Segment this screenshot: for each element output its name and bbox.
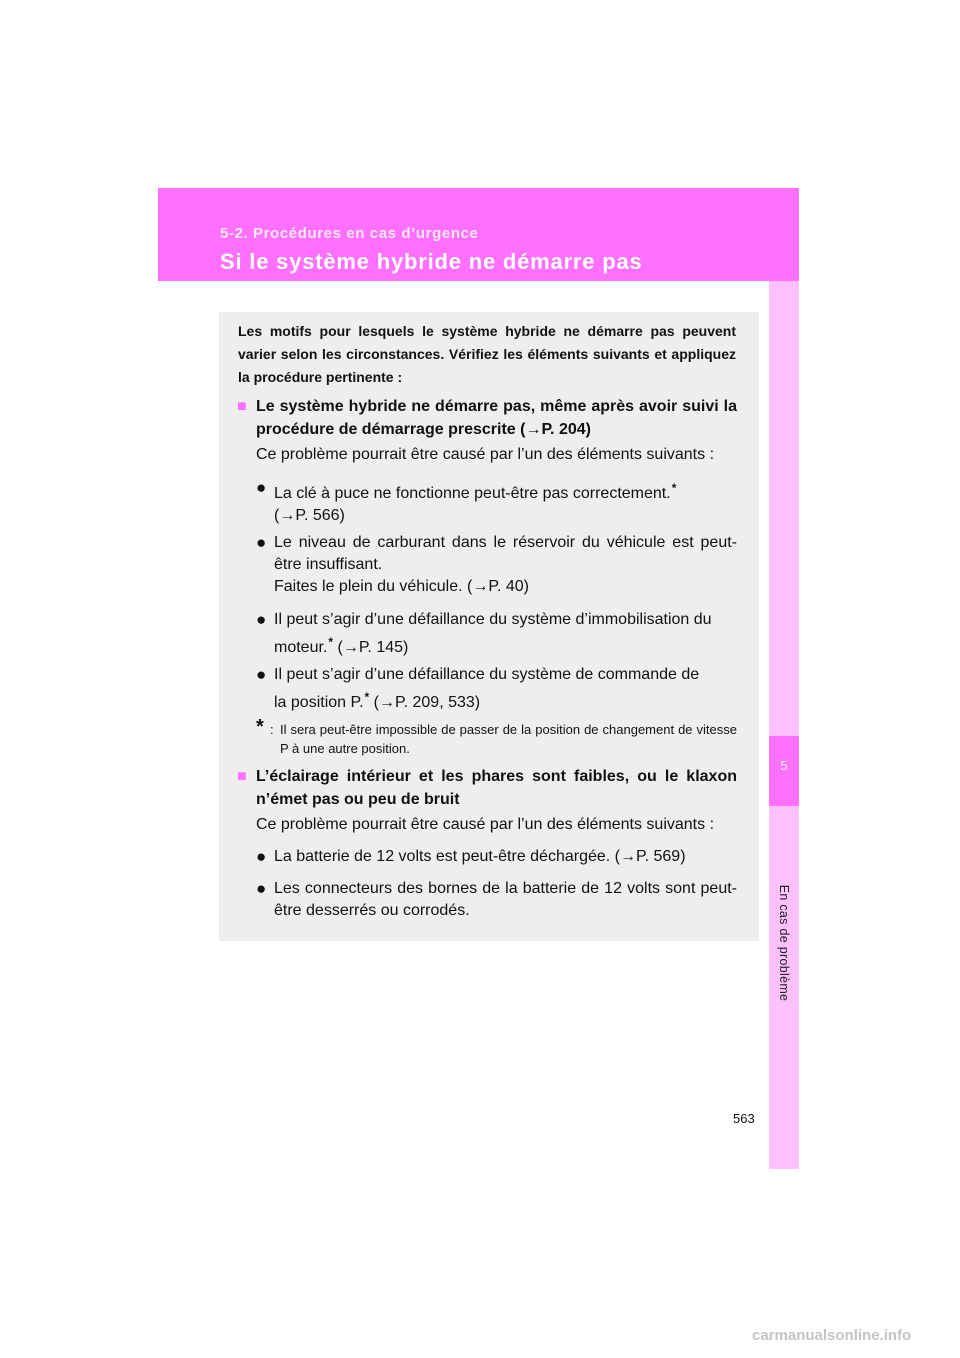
section-1-lead: Ce problème pourrait être causé par l’un des éléments suivants : (256, 446, 715, 463)
page-reference: (→P. 566) (274, 507, 345, 524)
section-2-lead: Ce problème pourrait être causé par l’un des éléments suivants : (256, 816, 715, 833)
section-heading-1 (237, 395, 737, 441)
list-item-text: Le niveau de carburant dans le réservoir du véhicule est peut-être insuffisant. (274, 534, 737, 573)
square-bullet-icon: ■ (237, 768, 247, 785)
list-item (256, 477, 737, 527)
watermark[interactable]: carmanualsonline.info (752, 1327, 912, 1344)
list-item-text: La batterie de 12 volts est peut-être déchargée. (→P. 569) (274, 848, 686, 865)
section-label: 5-2. Procédures en cas d’urgence (220, 225, 479, 242)
list-item-text: Les connecteurs des bornes de la batterie de 12 volts sont peut-être desserrés ou corrodés. (274, 880, 737, 919)
list-item-text-cont: la position P. (274, 694, 364, 711)
list-item-text: La clé à puce ne fonctionne peut-être pas correctement. (274, 485, 671, 502)
asterisk-icon: * (364, 690, 370, 704)
bullet-icon: ● (256, 533, 267, 552)
chapter-header (158, 188, 799, 281)
content-box (219, 312, 759, 941)
bullet-icon: ● (256, 847, 267, 866)
intro-text: Les motifs pour lesquels le système hybride ne démarre pas peuvent varier selon les circonstances. Vérifiez les éléments suivants et appliquez la procédure pertinente : (238, 323, 736, 385)
section-heading-2 (237, 765, 737, 811)
section-heading-1-text: Le système hybride ne démarre pas, même après avoir suivi la procédure de démarrage prescrite (→P. 204) (256, 398, 737, 438)
page-reference: (→P. 209, 533) (373, 694, 481, 711)
footnote (256, 716, 737, 758)
chapter-side-tab[interactable] (769, 281, 799, 1169)
bullet-icon: ● (256, 665, 267, 684)
page-title: Si le système hybride ne démarre pas (220, 249, 643, 274)
list-item (256, 846, 737, 868)
bullet-icon: ● (256, 478, 267, 497)
page-number: 563 (733, 1111, 755, 1126)
chapter-number-box (769, 736, 799, 806)
list-item-text-cont: moteur. (274, 639, 328, 656)
footnote-text: Il sera peut-être impossible de passer de la position de changement de vitesse P à une autre position. (280, 722, 737, 756)
asterisk-icon: * (256, 716, 264, 738)
bullet-icon: ● (256, 879, 267, 898)
list-item-text: Il peut s’agir d’une défaillance du système de commande de (274, 666, 700, 683)
square-bullet-icon: ■ (237, 398, 247, 415)
chapter-number: 5 (780, 758, 788, 773)
page-reference: (→P. 145) (337, 639, 409, 656)
asterisk-icon: * (328, 635, 334, 649)
list-item (256, 609, 737, 659)
chapter-label: En cas de problème (777, 884, 791, 1002)
list-item-extra: Faites le plein du véhicule. (→P. 40) (274, 578, 529, 595)
list-item (256, 878, 737, 922)
bullet-icon: ● (256, 610, 267, 629)
list-item (256, 532, 737, 598)
list-item (256, 664, 737, 714)
footnote-colon: : (270, 722, 274, 737)
asterisk-icon: * (671, 481, 677, 495)
section-heading-2-text: L’éclairage intérieur et les phares sont faibles, ou le klaxon n’émet pas ou peu de bruit (256, 768, 737, 808)
list-item-text: Il peut s’agir d’une défaillance du système d’immobilisation du (274, 611, 712, 628)
